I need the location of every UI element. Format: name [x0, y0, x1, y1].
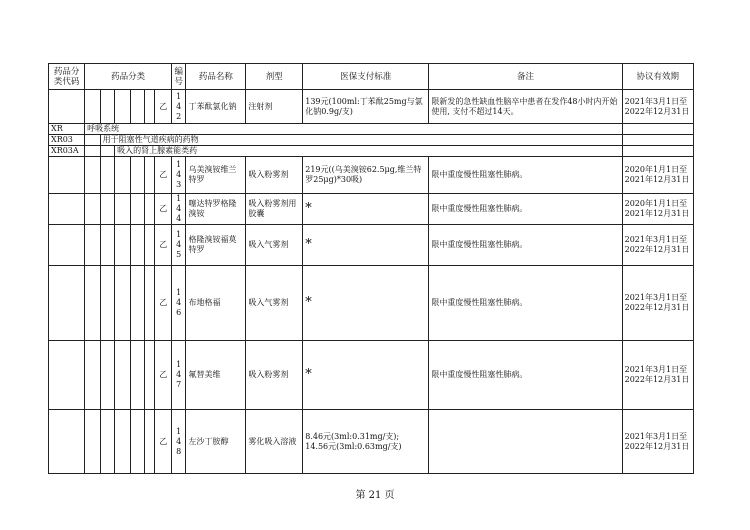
remark-cell: 限中重度慢性阻塞性肺病。 — [429, 194, 622, 225]
drug-row — [49, 194, 694, 225]
form-cell: 吸入气雾剂 — [246, 266, 303, 341]
class-name: 用于阻塞性气道疾病的药物 — [100, 135, 622, 146]
grade-cell: 乙 — [155, 341, 172, 410]
no-cell: 147 — [171, 341, 185, 410]
header-remark: 备注 — [429, 64, 622, 90]
remark-cell: 限新发的急性缺血性脑卒中患者在发作48小时内开始使用, 支付不超过14天。 — [429, 90, 622, 124]
standard-cell: * — [303, 341, 429, 410]
form-cell: 吸入气雾剂 — [246, 225, 303, 266]
name-cell: 格隆溴铵福莫特罗 — [186, 225, 246, 266]
class-name: 呼吸系统 — [85, 124, 622, 135]
class-code: XR03A — [49, 146, 85, 157]
no-cell: 148 — [171, 410, 185, 474]
drug-row — [49, 157, 694, 194]
header-category: 药品分类 — [85, 64, 172, 90]
name-cell: 氟替美维 — [186, 341, 246, 410]
no-cell: 146 — [171, 266, 185, 341]
remark-cell — [429, 410, 622, 474]
period-cell: 2021年3月1日至2022年12月31日 — [622, 410, 693, 474]
period-cell: 2020年1月1日至2021年12月31日 — [622, 157, 693, 194]
standard-cell: * — [303, 194, 429, 225]
grade-cell: 乙 — [155, 90, 172, 124]
page-number: 第 21 页 — [355, 490, 395, 501]
class-row-xr03 — [49, 135, 694, 146]
class-code: XR — [49, 124, 85, 135]
period-cell: 2021年3月1日至2022年12月31日 — [622, 266, 693, 341]
name-cell: 丁苯酞氯化钠 — [186, 90, 246, 124]
no-cell: 145 — [171, 225, 185, 266]
header-no: 编号 — [171, 64, 185, 90]
header-form: 剂型 — [246, 64, 303, 90]
header-row — [49, 64, 694, 90]
standard-cell: 139元(100ml:丁苯酞25mg与氯化钠0.9g/支) — [303, 90, 429, 124]
drug-row — [49, 90, 694, 124]
header-standard: 医保支付标准 — [303, 64, 429, 90]
code-cell — [49, 90, 85, 124]
grade-cell: 乙 — [155, 266, 172, 341]
drug-table — [48, 63, 694, 474]
remark-cell: 限中重度慢性阻塞性肺病。 — [429, 341, 622, 410]
grade-cell: 乙 — [155, 194, 172, 225]
no-cell: 143 — [171, 157, 185, 194]
form-cell: 吸入粉雾剂 — [246, 341, 303, 410]
class-row-xr03a — [49, 146, 694, 157]
header-period: 协议有效期 — [622, 64, 693, 90]
standard-cell: * — [303, 266, 429, 341]
no-cell: 142 — [171, 90, 185, 124]
period-cell: 2021年3月1日至2022年12月31日 — [622, 225, 693, 266]
name-cell: 布地格福 — [186, 266, 246, 341]
grade-cell: 乙 — [155, 410, 172, 474]
form-cell: 注射剂 — [246, 90, 303, 124]
form-cell: 吸入粉雾剂用胶囊 — [246, 194, 303, 225]
grade-cell: 乙 — [155, 225, 172, 266]
remark-cell: 限中重度慢性阻塞性肺病。 — [429, 157, 622, 194]
standard-cell: * — [303, 225, 429, 266]
header-name: 药品名称 — [186, 64, 246, 90]
header-code: 药品分类代码 — [49, 64, 85, 90]
standard-cell: 8.46元(3ml:0.31mg/支); 14.56元(3ml:0.63mg/支) — [303, 410, 429, 474]
drug-row — [49, 341, 694, 410]
name-cell: 噻达特罗格隆溴铵 — [186, 194, 246, 225]
class-code: XR03 — [49, 135, 85, 146]
class-name: 吸入的肾上腺素能类药 — [115, 146, 622, 157]
name-cell: 左沙丁胺醇 — [186, 410, 246, 474]
period-cell: 2020年1月1日至2021年12月31日 — [622, 194, 693, 225]
grade-cell: 乙 — [155, 157, 172, 194]
remark-cell: 限中重度慢性阻塞性肺病。 — [429, 266, 622, 341]
form-cell: 吸入粉雾剂 — [246, 157, 303, 194]
drug-row — [49, 410, 694, 474]
class-row-xr — [49, 124, 694, 135]
form-cell: 雾化吸入溶液 — [246, 410, 303, 474]
remark-cell: 限中重度慢性阻塞性肺病。 — [429, 225, 622, 266]
period-cell: 2021年3月1日至2022年12月31日 — [622, 90, 693, 124]
no-cell: 144 — [171, 194, 185, 225]
name-cell: 乌美溴铵维兰特罗 — [186, 157, 246, 194]
period-cell: 2021年3月1日至2022年12月31日 — [622, 341, 693, 410]
standard-cell: 219元((乌美溴铵62.5μg,维兰特罗25μg)*30吸) — [303, 157, 429, 194]
drug-row — [49, 266, 694, 341]
drug-row — [49, 225, 694, 266]
